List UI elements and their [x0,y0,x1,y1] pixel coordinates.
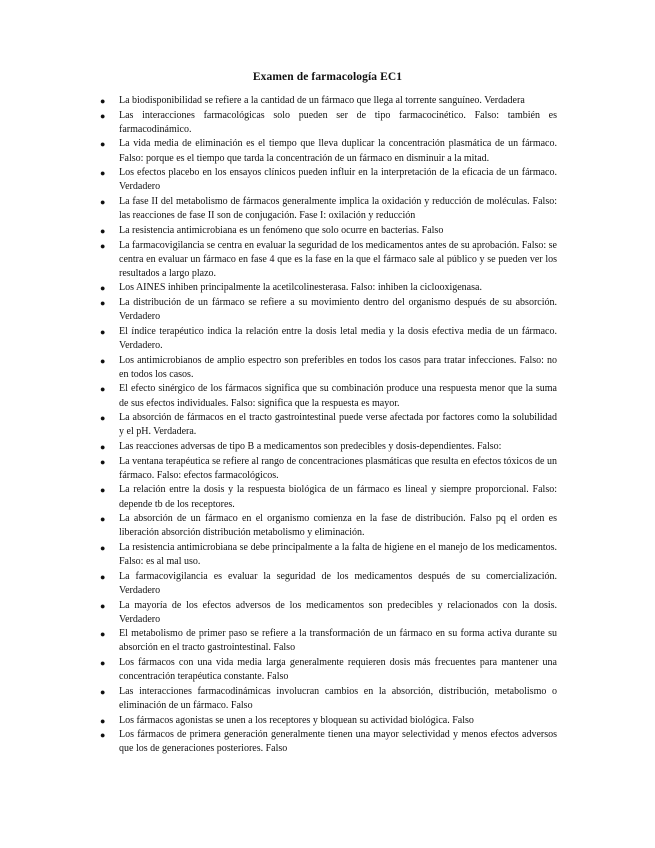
list-item-text: Los efectos placebo en los ensayos clínicos pueden influir en la interpretación de la eficacia de un fármaco. Verdadero [119,167,557,193]
list-item [97,382,557,410]
bullet-icon: ● [100,168,106,179]
bullet-icon: ● [100,298,106,309]
list-item [97,656,557,684]
bullet-icon: ● [100,355,106,366]
list-item [97,570,557,598]
list-item [97,325,557,353]
bullet-icon: ● [100,485,106,496]
list-item-text: Los fármacos agonistas se unen a los receptores y bloquean su actividad biológica. Falso [119,714,474,726]
list-item-text: Las interacciones farmacológicas solo pueden ser de tipo farmacocinético. Falso: también es farmacodinámico. [119,109,557,135]
bullet-icon: ● [100,658,106,669]
list-item [97,483,557,511]
list-item-text: Los antimicrobianos de amplio espectro son preferibles en todos los casos para tratar infecciones. Falso: no en todos los casos. [119,354,557,380]
bullet-icon: ● [100,110,106,121]
bullet-icon: ● [100,197,106,208]
list-item-text: La ventana terapéutica se refiere al rango de concentraciones plasmáticas que resulta en efectos tóxicos de un fármaco. Falso: efectos farmacológicos. [119,455,557,481]
list-item [97,354,557,382]
list-item-text: La distribución de un fármaco se refiere a su movimiento dentro del organismo después de su absorción. Verdadero [119,297,557,323]
list-item-text: Las reacciones adversas de tipo B a medicamentos son predecibles y dosis-dependientes. Falso: [119,440,502,452]
bullet-icon: ● [100,730,106,741]
list-item-text: El efecto sinérgico de los fármacos significa que su combinación produce una respuesta menor que la suma de sus efectos individuales. Falso: significa que la respuesta es mayor. [119,383,557,409]
list-item-text: Los fármacos de primera generación generalmente tienen una mayor selectividad y menos efectos adversos que los de generaciones posteriores. Falso [119,729,557,755]
list-item [97,512,557,540]
list-item-text: La biodisponibilidad se refiere a la cantidad de un fármaco que llega al torrente sanguíneo. Verdadera [119,95,525,106]
list-item [97,296,557,324]
list-item [97,627,557,655]
list-item-text: La farmacovigilancia es evaluar la seguridad de los medicamentos después de su comercialización. Verdadero [119,570,557,596]
document-title: Examen de farmacología EC1 [252,71,403,83]
list-item [97,109,557,137]
bullet-icon: ● [100,326,106,337]
list-item [97,541,557,569]
list-item-text: El índice terapéutico indica la relación entre la dosis letal media y la dosis efectiva media de un fármaco. Verdadero. [119,325,557,351]
bullet-icon: ● [100,413,106,424]
list-item-text: La relación entre la dosis y la respuesta biológica de un fármaco es lineal y siempre proporcional. Falso: depende tb de los receptores. [119,484,557,510]
bullet-icon: ● [100,686,106,697]
list-item-text: Los AINES inhiben principalmente la acetilcolinesterasa. Falso: inhiben la ciclooxigenasa. [119,282,482,294]
list-item [97,728,557,756]
list-item [97,714,557,728]
list-item-text: La absorción de un fármaco en el organismo comienza en la fase de distribución. Falso pq el orden es liberación absorción distribución metabolismo y eliminación. [119,513,557,539]
list-item-text: La fase II del metabolismo de fármacos generalmente implica la oxidación y reducción de moléculas. Falso: las reacciones de fase II son de conjugación. Fase I: oxilación y reducción [119,196,557,222]
list-item-text: La absorción de fármacos en el tracto gastrointestinal puede verse afectada por factores como la solubilidad y el pH. Verdadera. [119,412,557,438]
bullet-icon: ● [100,715,106,726]
list-item [97,224,557,238]
statement-list [97,94,557,757]
list-item [97,685,557,713]
bullet-icon: ● [100,225,106,236]
list-item-text: Los fármacos con una vida media larga generalmente requieren dosis más frecuentes para mantener una concentración terapéutica constante. Falso [119,657,557,683]
bullet-icon: ● [100,96,106,106]
list-item [97,195,557,223]
list-item-text: La resistencia antimicrobiana es un fenómeno que solo ocurre en bacterias. Falso [119,224,444,236]
list-item [97,411,557,439]
bullet-icon: ● [100,543,106,553]
bullet-icon: ● [100,629,106,640]
list-item-text: El metabolismo de primer paso se refiere a la transformación de un fármaco en su forma activa durante su absorción en el tracto gastrointestinal. Falso [119,628,557,654]
list-item [97,599,557,627]
list-item [97,281,557,295]
bullet-icon: ● [100,240,106,251]
list-item [97,239,557,281]
list-item [97,137,557,165]
bullet-icon: ● [100,384,106,395]
list-item-text: La vida media de eliminación es el tiempo que lleva duplicar la concentración plasmática de un fármaco. Falso: porque es el tiempo que tarda la concentración de un fármaco en disminuir a la mitad. [119,138,557,164]
bullet-icon: ● [100,514,106,525]
list-item [97,166,557,194]
bullet-icon: ● [100,600,106,611]
list-item [97,455,557,483]
list-item [97,94,557,108]
bullet-icon: ● [100,441,106,452]
list-item-text: La resistencia antimicrobiana se debe principalmente a la falta de higiene en el manejo de los medicamentos. Falso: es al mal uso. [119,542,557,568]
bullet-icon: ● [100,571,106,582]
list-item [97,440,557,454]
list-item-text: La mayoría de los efectos adversos de los medicamentos son predecibles y relacionados con la dosis. Verdadero [119,599,557,625]
bullet-icon: ● [100,456,106,467]
list-item-text: La farmacovigilancia se centra en evaluar la seguridad de los medicamentos antes de su aprobación. Falso: se centra en evaluar un fármaco en fase 4 que es la fase en la que el fármaco sale al público y se pueden ver los resultados a largo plazo. [119,239,557,279]
bullet-icon: ● [100,283,106,294]
list-item-text: Las interacciones farmacodinámicas involucran cambios en la absorción, distribución, metabolismo o eliminación de un fármaco. Falso [119,685,557,711]
bullet-icon: ● [100,139,106,150]
